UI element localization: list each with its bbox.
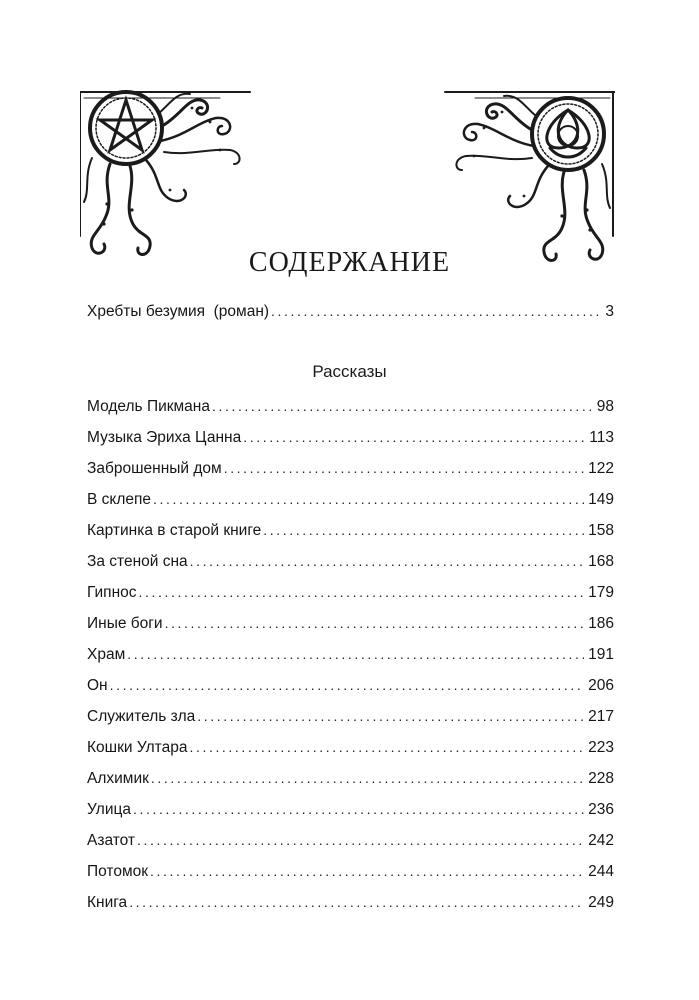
toc-entry-title: За стеной сна	[87, 553, 188, 570]
toc-entry-page: 228	[588, 770, 614, 787]
toc-entry[interactable]	[87, 395, 614, 417]
toc-leader-dots	[153, 488, 584, 510]
toc-leader-dots	[139, 581, 585, 603]
toc-leader-dots	[224, 457, 584, 479]
toc-leader-dots	[212, 395, 593, 417]
toc-entry-main[interactable]	[87, 300, 614, 322]
toc-leader-dots	[271, 300, 601, 322]
toc-leader-dots	[150, 860, 584, 882]
toc-entry[interactable]	[87, 426, 614, 448]
toc-entry-title: Кошки Ултара	[87, 739, 188, 756]
toc-leader-dots	[133, 798, 584, 820]
toc-leader-dots	[190, 550, 584, 572]
toc-entry-page: 206	[588, 677, 614, 694]
toc-entry-title: Иные боги	[87, 615, 163, 632]
page-title: СОДЕРЖАНИЕ	[248, 247, 451, 278]
toc-entry-page: 113	[589, 429, 614, 446]
toc-entry[interactable]	[87, 457, 614, 479]
toc-entry-title: Картинка в старой книге	[87, 522, 262, 539]
toc-entry[interactable]	[87, 519, 614, 541]
toc-leader-dots	[110, 674, 585, 696]
toc-entry[interactable]	[87, 767, 614, 789]
toc-entry-page: 3	[605, 303, 614, 320]
toc-leader-dots	[151, 767, 584, 789]
toc-entry[interactable]	[87, 488, 614, 510]
toc-leader-dots	[189, 736, 584, 758]
toc-entry[interactable]	[87, 736, 614, 758]
toc-entry-page: 149	[588, 491, 614, 508]
toc-leader-dots	[127, 643, 584, 665]
toc-entry-title: Книга	[87, 894, 128, 911]
toc-entry[interactable]	[87, 674, 614, 696]
toc-entry[interactable]	[87, 581, 614, 603]
toc-entry-title: Потомок	[87, 863, 149, 880]
toc-entry-title: В склепе	[87, 491, 152, 508]
toc-entry-page: 244	[588, 863, 614, 880]
toc-entry-page: 98	[596, 398, 614, 415]
toc-entry-title: Гипнос	[87, 584, 137, 601]
toc-entry-page: 242	[588, 832, 614, 849]
toc-leader-dots	[129, 891, 584, 913]
toc-entry-title: Заброшенный дом	[87, 460, 222, 477]
toc-entry[interactable]	[87, 612, 614, 634]
toc-entry-page: 217	[588, 708, 614, 725]
toc-entry-page: 168	[588, 553, 614, 570]
toc-entry-page: 179	[588, 584, 614, 601]
section-heading: Рассказы	[312, 362, 387, 381]
toc-entry-title: Храм	[87, 646, 126, 663]
toc-entry-page: 122	[588, 460, 614, 477]
toc-leader-dots	[197, 705, 584, 727]
toc-entry[interactable]	[87, 705, 614, 727]
toc-entry-page: 223	[588, 739, 614, 756]
toc-entry-title: Служитель зла	[87, 708, 196, 725]
toc-entry-title: Хребты безумия (роман)	[87, 303, 270, 320]
toc-entry[interactable]	[87, 891, 614, 913]
toc-entry-page: 249	[588, 894, 614, 911]
toc-entry-page: 158	[588, 522, 614, 539]
toc-entry[interactable]	[87, 829, 614, 851]
toc-leader-dots	[137, 829, 584, 851]
toc-leader-dots	[165, 612, 585, 634]
toc-entry-title: Алхимик	[87, 770, 149, 787]
toc-entry-title: Улица	[87, 801, 132, 818]
toc-entry[interactable]	[87, 643, 614, 665]
toc-entry-title: Он	[87, 677, 108, 694]
toc-entry-title: Модель Пикмана	[87, 398, 210, 415]
toc-entry-page: 186	[588, 615, 614, 632]
toc-entry-title: Азатот	[87, 832, 136, 849]
toc-leader-dots	[263, 519, 584, 541]
toc-entry[interactable]	[87, 550, 614, 572]
toc-entry[interactable]	[87, 798, 614, 820]
toc-entry-title: Музыка Эриха Цанна	[87, 429, 242, 446]
toc-entry-page: 191	[588, 646, 614, 663]
toc-entry[interactable]	[87, 860, 614, 882]
toc-leader-dots	[243, 426, 585, 448]
toc-entry-page: 236	[588, 801, 614, 818]
